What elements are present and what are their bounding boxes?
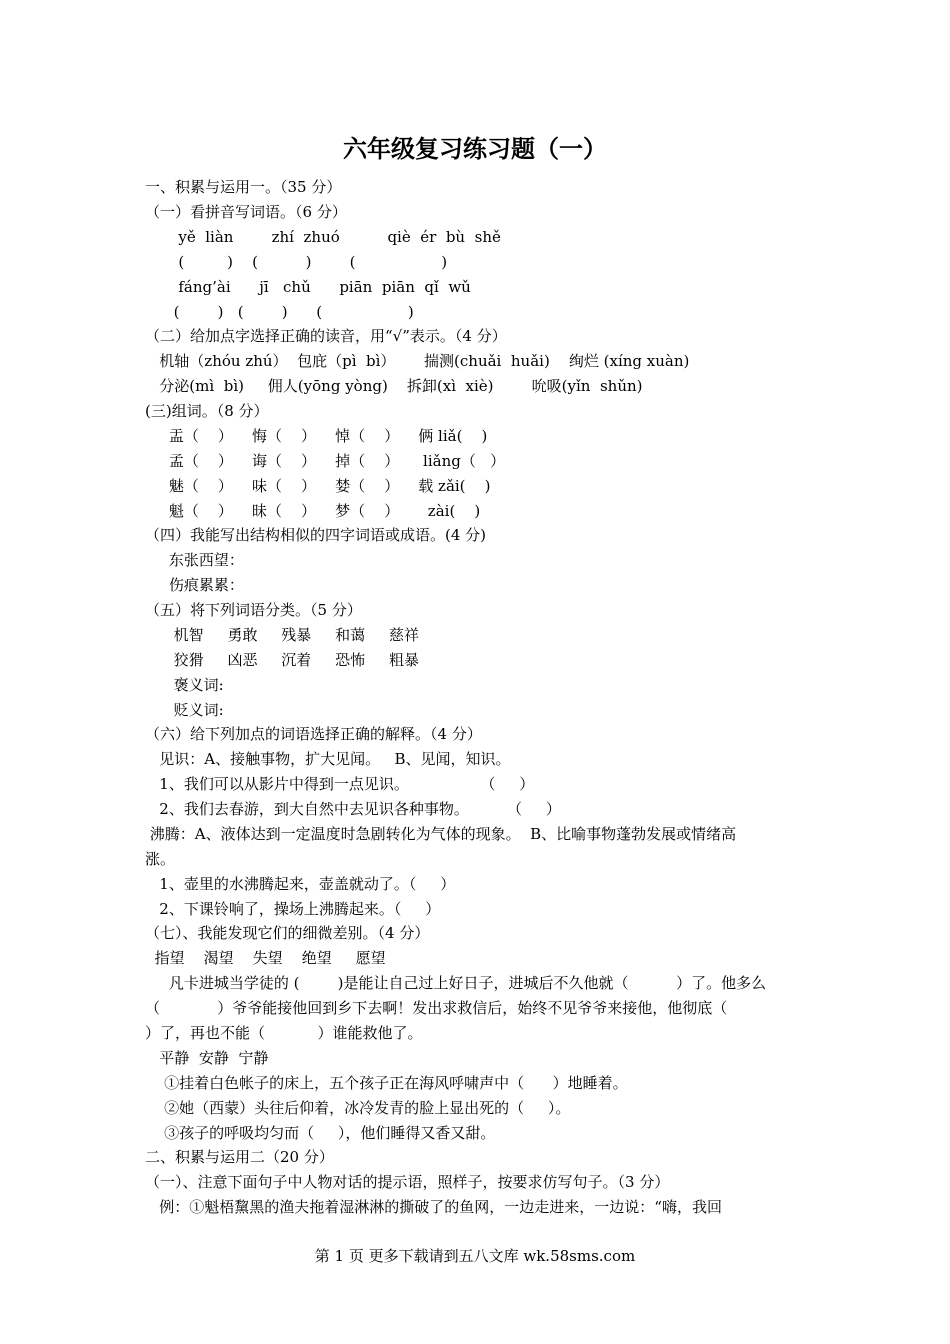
subsection-heading: （四）我能写出结构相似的四字词语或成语。(4 分) — [145, 526, 487, 544]
subsection-heading: （七）、我能发现它们的细微差别。（4 分） — [145, 924, 430, 942]
subsection-heading: （一）看拼音写词语。（6 分） — [145, 203, 347, 221]
question-line: 贬义词: — [145, 701, 224, 719]
word-list: 平静 安静 宁静 — [145, 1049, 269, 1067]
subsection-heading: （二）给加点字选择正确的读音，用“√”表示。（4 分） — [145, 327, 507, 345]
page-footer: 第 1 页 更多下载请到五八文库 wk.58sms.com — [314, 1247, 636, 1265]
answer-blank-row: ( ) ( ) ( ) — [145, 253, 448, 271]
definition-line: 见识：A、接触事物，扩大见闻。 B、见闻，知识。 — [145, 750, 511, 768]
question-line: ①挂着白色帐子的床上，五个孩子正在海风呼啸声中（ ）地睡着。 — [145, 1074, 628, 1092]
pinyin-row: fáng’ài jī chǔ piān piān qǐ wǔ — [145, 278, 471, 296]
subsection-heading: （五）将下列词语分类。（5 分） — [145, 601, 362, 619]
question-line: ③孩子的呼吸均匀而（ ），他们睡得又香又甜。 — [145, 1124, 496, 1142]
example-line: 例：①魁梧黧黑的渔夫拖着湿淋淋的撕破了的鱼网，一边走进来，一边说：“嗨，我回 — [145, 1198, 722, 1216]
passage-line: 凡卡进城当学徒的 ( )是能让自己过上好日子，进城后不久他就（ ）了。他多么 — [145, 974, 767, 992]
definition-line: 沸腾：A、液体达到一定温度时急剧转化为气体的现象。 B、比喻事物蓬勃发展或情绪高 — [145, 825, 737, 843]
question-line: 机轴（zhóu zhú） 包庇（pì bì） 揣测(chuǎi huǎi) 绚烂 (xíng xuàn) — [145, 352, 690, 370]
question-line: 魅（ ） 味（ ） 婪（ ） 载 zǎi( ) — [145, 477, 491, 495]
question-line: 2、下课铃响了，操场上沸腾起来。（ ） — [145, 900, 441, 918]
answer-blank-row: ( ) ( ) ( ) — [145, 303, 414, 321]
question-line: 孟（ ） 诲（ ） 掉（ ） liǎng（ ） — [145, 452, 506, 470]
page-title: 六年级复习练习题（一） — [343, 134, 607, 163]
passage-line: （ ）爷爷能接他回到乡下去啊！发出求救信后，始终不见爷爷来接他，他彻底（ — [145, 999, 728, 1017]
question-line: 2、我们去春游，到大自然中去见识各种事物。 （ ） — [145, 800, 561, 818]
word-list: 狡猾 凶恶 沉着 恐怖 粗暴 — [145, 651, 419, 669]
word-list: 机智 勇敢 残暴 和蔼 慈祥 — [145, 626, 419, 644]
question-line: 1、壶里的水沸腾起来，壶盖就动了。（ ） — [145, 875, 456, 893]
question-line: 东张西望： — [145, 551, 244, 569]
section-heading: 二、积累与运用二（20 分） — [145, 1148, 334, 1166]
subsection-heading: (三)组词。（8 分） — [145, 402, 269, 420]
definition-line: 涨。 — [145, 850, 176, 868]
question-line: 伤痕累累： — [145, 576, 244, 594]
passage-line: ）了，再也不能（ ）谁能救他了。 — [145, 1024, 423, 1042]
question-line: 褒义词: — [145, 676, 224, 694]
question-line: 1、我们可以从影片中得到一点见识。 （ ） — [145, 775, 535, 793]
section-heading: 一、积累与运用一。（35 分） — [145, 178, 342, 196]
subsection-heading: （一）、注意下面句子中人物对话的提示语，照样子，按要求仿写句子。（3 分） — [145, 1173, 670, 1191]
question-line: 分泌(mì bì) 佣人(yōng yòng) 拆卸(xì xiè) 吮吸(yǐn shǔn) — [145, 377, 643, 395]
subsection-heading: （六）给下列加点的词语选择正确的解释。（4 分） — [145, 725, 482, 743]
question-line: ②她（西蒙）头往后仰着，冰冷发青的脸上显出死的（ ）。 — [145, 1099, 571, 1117]
word-list: 指望 渴望 失望 绝望 愿望 — [145, 949, 386, 967]
question-line: 魁（ ） 昧（ ） 梦（ ） zài( ) — [145, 502, 481, 520]
pinyin-row: yě liàn zhí zhuó qiè ér bù shě — [145, 228, 501, 246]
question-line: 盂（ ） 悔（ ） 悼（ ） 俩 liǎ( ) — [145, 427, 488, 445]
